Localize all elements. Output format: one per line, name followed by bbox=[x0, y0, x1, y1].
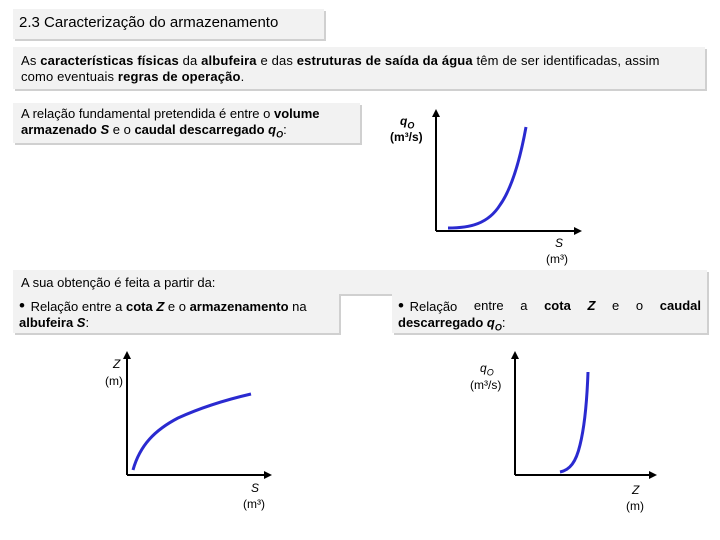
bullet1-t5: armazenamento bbox=[189, 299, 289, 314]
intro-t10: . bbox=[240, 69, 245, 84]
graph3-curve bbox=[560, 372, 588, 472]
relation-t3: armazenado bbox=[21, 122, 101, 137]
graph2-x-var: S bbox=[251, 481, 260, 495]
graph1-y-var-sub: O bbox=[407, 120, 415, 131]
intro-t5: e das bbox=[256, 53, 297, 68]
relation-t8: O bbox=[276, 129, 284, 140]
intro-t7: têm de ser identificadas, assim bbox=[472, 53, 660, 68]
graph1-y-unit: (m³/s) bbox=[390, 130, 423, 144]
graph3-x-var: Z bbox=[632, 483, 640, 497]
relation-t5: e o bbox=[109, 122, 135, 137]
relation-t2: volume bbox=[273, 106, 320, 121]
bullet1-t3: Z bbox=[156, 299, 165, 314]
bullet1-symbol: • bbox=[19, 296, 25, 315]
graph3-y-unit: (m³/s) bbox=[470, 378, 502, 392]
bullet2-l2a: descarregado bbox=[398, 315, 487, 330]
intro-t4: albufeira bbox=[201, 53, 257, 68]
bullet2-w6: e bbox=[612, 298, 620, 313]
obtain-text: A sua obtenção é feita a partir da: bbox=[21, 275, 216, 290]
intro-t8: como eventuais bbox=[21, 69, 118, 84]
graph3-qo-vs-z bbox=[515, 355, 653, 475]
intro-t3: da bbox=[178, 53, 202, 68]
graph3-x-unit: (m) bbox=[626, 499, 644, 513]
bullet2-l2b: q bbox=[486, 315, 495, 330]
graph2-y-unit: (m) bbox=[105, 374, 123, 388]
slide-title: 2.3 Caracterização do armazenamento bbox=[19, 14, 279, 31]
bullet2-w5: Z bbox=[587, 298, 596, 313]
graph3-y-var bbox=[480, 361, 494, 379]
bullet1-t9: : bbox=[85, 315, 90, 330]
graph2-curve bbox=[133, 394, 251, 470]
graph2-x-unit: (m³) bbox=[243, 497, 265, 511]
bullet1-t7: albufeira bbox=[19, 315, 77, 330]
bullet2-w4: cota bbox=[544, 298, 571, 313]
bullet1-t2: cota bbox=[125, 299, 157, 314]
bullet1-t6: na bbox=[288, 299, 307, 314]
intro-t1: As bbox=[21, 53, 41, 68]
bullet2-symbol: • bbox=[398, 296, 404, 315]
graph1-curve bbox=[448, 127, 526, 228]
bullet2-w8: caudal bbox=[659, 298, 701, 313]
bullet1-t4: e o bbox=[164, 299, 190, 314]
bullet1-t8: S bbox=[76, 315, 86, 330]
relation-t6: caudal descarregado bbox=[134, 122, 269, 137]
bullet2-w7: o bbox=[635, 298, 644, 313]
bullet2-l2c: O bbox=[494, 322, 502, 333]
graph2-y-var: Z bbox=[113, 357, 121, 371]
bullet1-t1: Relação entre a bbox=[26, 299, 126, 314]
bullet2-w3: a bbox=[520, 298, 528, 313]
bullet2-l2d: : bbox=[501, 315, 506, 330]
relation-t9: : bbox=[283, 122, 287, 137]
relation-t7: q bbox=[268, 122, 277, 137]
graph3-y-var-sub: O bbox=[486, 367, 494, 378]
relation-t1: A relação fundamental pretendida é entre o bbox=[21, 106, 274, 121]
graph3-y-var-q: q bbox=[480, 361, 487, 375]
graph1-x-var: S bbox=[555, 236, 564, 250]
graph1-qo-vs-s bbox=[436, 113, 578, 231]
bullet2-w1: Relação bbox=[409, 299, 458, 314]
graph2-z-vs-s bbox=[127, 355, 268, 475]
relation-t4: S bbox=[100, 122, 110, 137]
graph1-x-unit: (m³) bbox=[546, 252, 568, 266]
intro-t6: estruturas de saída da água bbox=[296, 53, 473, 68]
intro-t2: características físicas bbox=[40, 53, 179, 68]
intro-t9: regras de operação bbox=[117, 69, 241, 84]
bullet2-w2: entre bbox=[473, 298, 504, 313]
graph1-y-var-q: q bbox=[400, 114, 408, 128]
